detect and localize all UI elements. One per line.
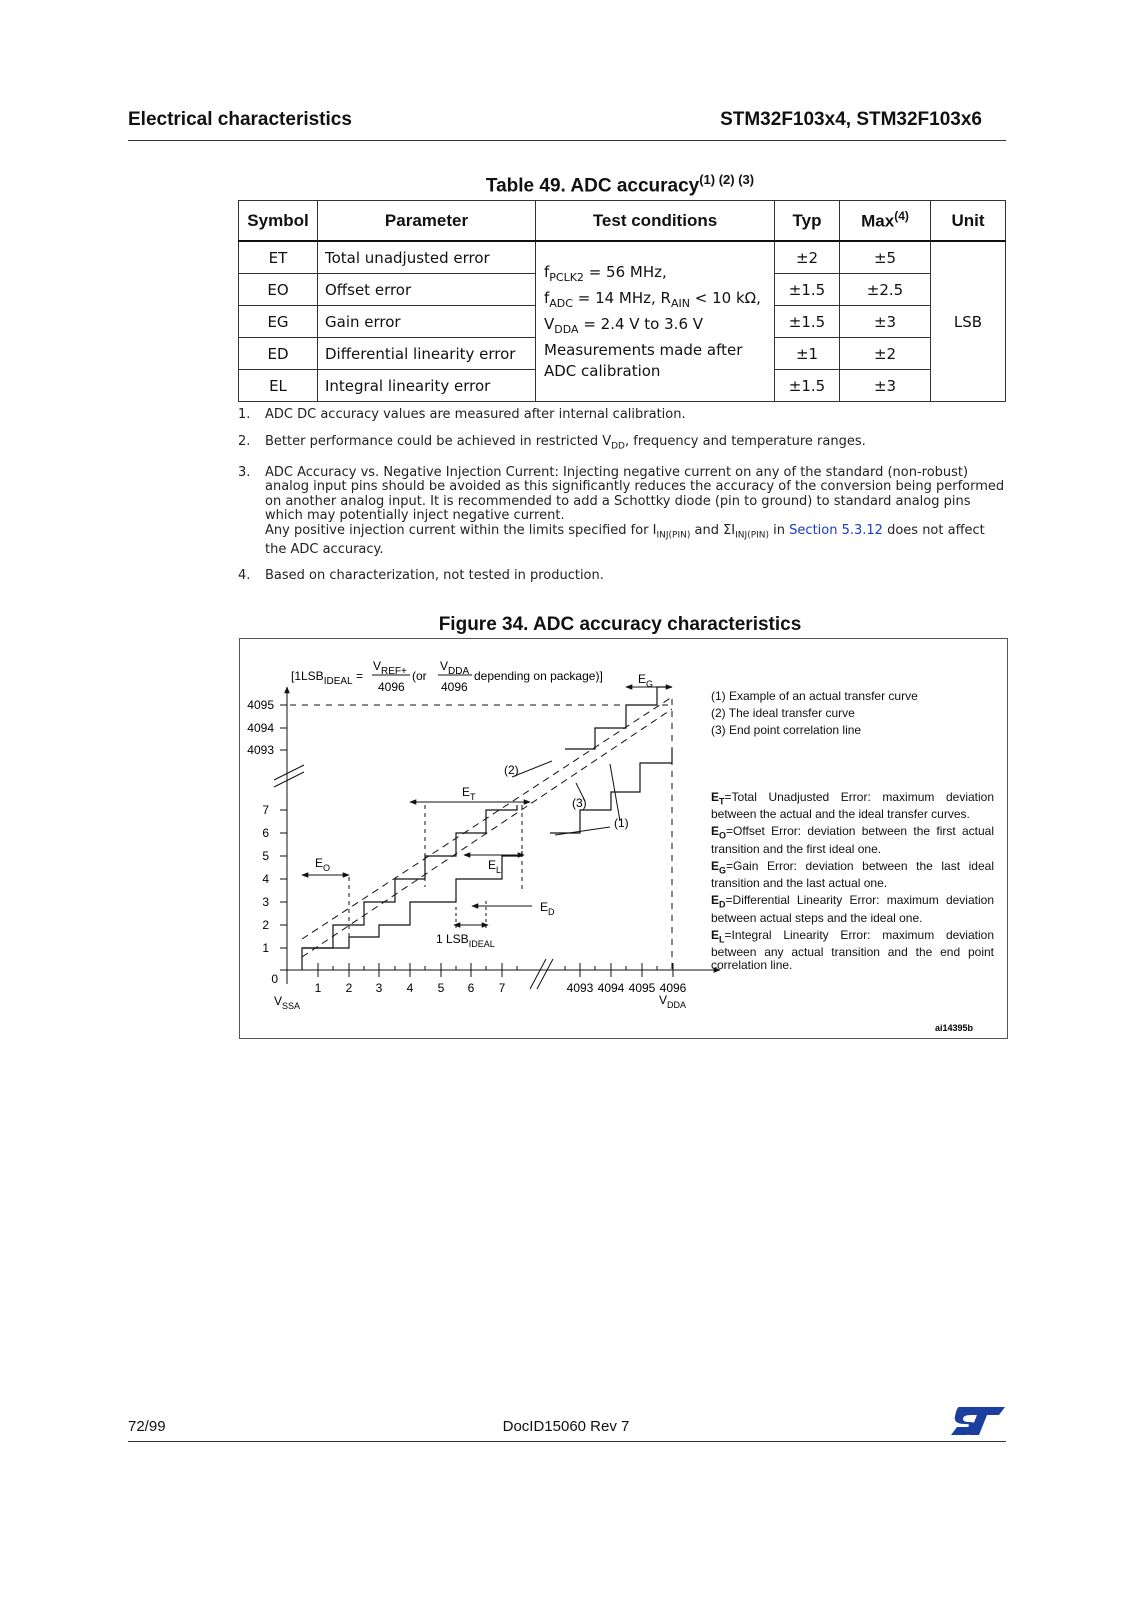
x-tick-label: 7 — [498, 981, 506, 995]
y-tick-label: 5 — [262, 849, 269, 863]
symbol-cell: ET — [239, 241, 318, 274]
et-label: $E_T$ — [462, 785, 476, 802]
formula-vref: $V_{REF+}$ — [373, 659, 407, 677]
y-tick-label: 4093 — [247, 743, 274, 757]
end-point-correlation-line — [302, 709, 672, 957]
x-tick-label: 6 — [467, 981, 475, 995]
col-max: Max$^{(4)}$ — [840, 201, 931, 242]
table-notes — [238, 408, 1008, 596]
adc-accuracy-table — [238, 200, 1006, 402]
y-tick-label: 1 — [262, 941, 269, 955]
table-title: Table 49. ADC accuracy$^{(1) (2) (3)}$ — [485, 172, 755, 197]
y-tick-label: 7 — [262, 803, 269, 817]
x-tick-label: 4094 — [597, 981, 625, 995]
y-tick-label: 4094 — [247, 721, 274, 735]
lsb-ideal-label: 1 $LSB_{IDEAL}$ — [436, 932, 495, 949]
legend-el: $E_L=Integral$ Linearity Error: maximum deviation between any actual transition and the end point correlation line. — [711, 927, 994, 972]
ed-label: $E_D$ — [540, 900, 555, 917]
page-number: 72/99 — [128, 1418, 166, 1435]
legend-item: (1) Example of an actual transfer curve — [711, 689, 918, 703]
document-id: DocID15060 Rev 7 — [502, 1418, 630, 1435]
parameter-cell: Offset error — [318, 274, 536, 306]
x-tick-label: 4095 — [628, 981, 656, 995]
callout-2: (2) — [504, 763, 519, 777]
col-conditions: Test conditions — [536, 201, 775, 242]
x-tick-label: 5 — [437, 981, 445, 995]
formula-denominator-2: 4096 — [441, 680, 468, 694]
max-cell: ±5 — [840, 241, 931, 274]
note-3: 3. ADC Accuracy vs. Negative Injection Current: Injecting negative current on any of the standard (non-robust) analog input pins should be avoided as this significantly reduces the accuracy of the conversion being performed on another analog input. It is recommended to add a Schottky diode (pin to ground) to standard analog pins which may potentially inject negative current. Any positive injection current within the limits specified for $I_{INJ(PIN)}$ and $\Sigma I_{INJ(PIN)}$ in Section 5.3.12 does not affect the ADC accuracy. — [238, 464, 1005, 557]
x-tick-label: 4093 — [566, 981, 594, 995]
curve-legend — [711, 690, 994, 737]
typ-cell: ±2 — [775, 241, 840, 274]
callout-1: (1) — [614, 816, 629, 830]
figure-code: ai14395b — [934, 1023, 973, 1033]
el-label: $E_L$ — [488, 858, 502, 875]
col-unit: Unit — [931, 201, 1006, 242]
max-cell: ±3 — [840, 370, 931, 402]
eg-label: $E_G$ — [638, 672, 654, 689]
note-1: 1. ADC DC accuracy values are measured after internal calibration. — [238, 407, 686, 422]
y-tick-label: 3 — [262, 895, 269, 909]
formula-vdda: $V_{DDA}$ — [440, 659, 470, 677]
parameter-cell: Differential linearity error — [318, 338, 536, 370]
callout-3: (3) — [572, 796, 587, 810]
note-2: 2. Better performance could be achieved in restricted $V_{DD}$, frequency and temperature ranges. — [238, 433, 866, 452]
symbol-cell: EO — [239, 274, 318, 306]
vssa-label: $V_{SSA}$ — [274, 994, 301, 1011]
header-divider — [128, 140, 1006, 141]
col-parameter: Parameter — [318, 201, 536, 242]
typ-cell: ±1 — [775, 338, 840, 370]
parameter-cell: Total unadjusted error — [318, 241, 536, 274]
y-tick-label: 6 — [262, 826, 269, 840]
symbol-cell: EL — [239, 370, 318, 402]
typ-cell: ±1.5 — [775, 370, 840, 402]
symbol-cell: ED — [239, 338, 318, 370]
formula-or: (or — [412, 669, 427, 683]
section-link[interactable]: Section 5.3.12 — [789, 522, 883, 538]
note-4: 4. Based on characterization, not tested in production. — [238, 568, 604, 584]
typ-cell: ±1.5 — [775, 306, 840, 338]
legend-item: (3) End point correlation line — [711, 723, 862, 737]
col-typ: Typ — [775, 201, 840, 242]
symbol-cell: EG — [239, 306, 318, 338]
parameter-cell: Gain error — [318, 306, 536, 338]
vdda-label: $V_{DDA}$ — [659, 993, 687, 1010]
y-tick-label: 0 — [271, 972, 278, 986]
table-row — [239, 241, 1006, 274]
max-cell: ±3 — [840, 306, 931, 338]
legend-et: $E_T=Total$ Unadjusted Error: maximum deviation between the actual and the ideal transfer curves. — [711, 790, 994, 822]
typ-cell: ±1.5 — [775, 274, 840, 306]
formula-denominator: 4096 — [378, 680, 405, 694]
x-tick-label: 2 — [345, 981, 353, 995]
x-tick-label: 3 — [375, 981, 383, 995]
actual-transfer-curve — [302, 749, 672, 970]
legend-item: (2) The ideal transfer curve — [711, 706, 855, 720]
section-title: Electrical characteristics — [128, 109, 352, 130]
formula-prefix: [$1LSB_{IDEAL}$ = — [291, 669, 363, 687]
x-tick-label: 1 — [314, 981, 322, 995]
y-tick-label: 2 — [262, 918, 269, 932]
test-conditions-cell: $f_{PCLK2} = 56$ MHz, $f_{ADC} = 14$ MHz, $R_{AIN} < 10$ kΩ, $V_{DDA} = 2.4$ V to 3.6 V Measurements made after ADC calibration — [536, 241, 775, 402]
col-symbol: Symbol — [239, 201, 318, 242]
y-tick-label: 4 — [262, 872, 269, 886]
formula-suffix: depending on package)] — [474, 669, 603, 683]
legend-eo: $E_O=Offset$ Error: deviation between the first actual transition and the first ideal one. — [711, 824, 994, 856]
y-tick-label: 4095 — [247, 698, 274, 712]
max-cell: ±2.5 — [840, 274, 931, 306]
legend-ed: $E_D=Differential$ Linearity Error: maximum deviation between actual steps and the ideal one. — [711, 893, 994, 925]
st-logo — [949, 1405, 1007, 1442]
error-definitions — [711, 791, 994, 972]
max-cell: ±2 — [840, 338, 931, 370]
figure-title: Figure 34. ADC accuracy characteristics — [438, 614, 802, 635]
eo-label: $E_O$ — [315, 856, 331, 873]
x-tick-label: 4096 — [659, 981, 687, 995]
parameter-cell: Integral linearity error — [318, 370, 536, 402]
product-title: STM32F103x4, STM32F103x6 — [720, 109, 982, 130]
x-tick-label: 4 — [406, 981, 414, 995]
legend-eg: $E_G=Gain$ Error: deviation between the last ideal transition and the last actual one. — [711, 858, 994, 891]
unit-cell: LSB — [931, 241, 1006, 402]
footer-divider — [128, 1441, 1006, 1442]
